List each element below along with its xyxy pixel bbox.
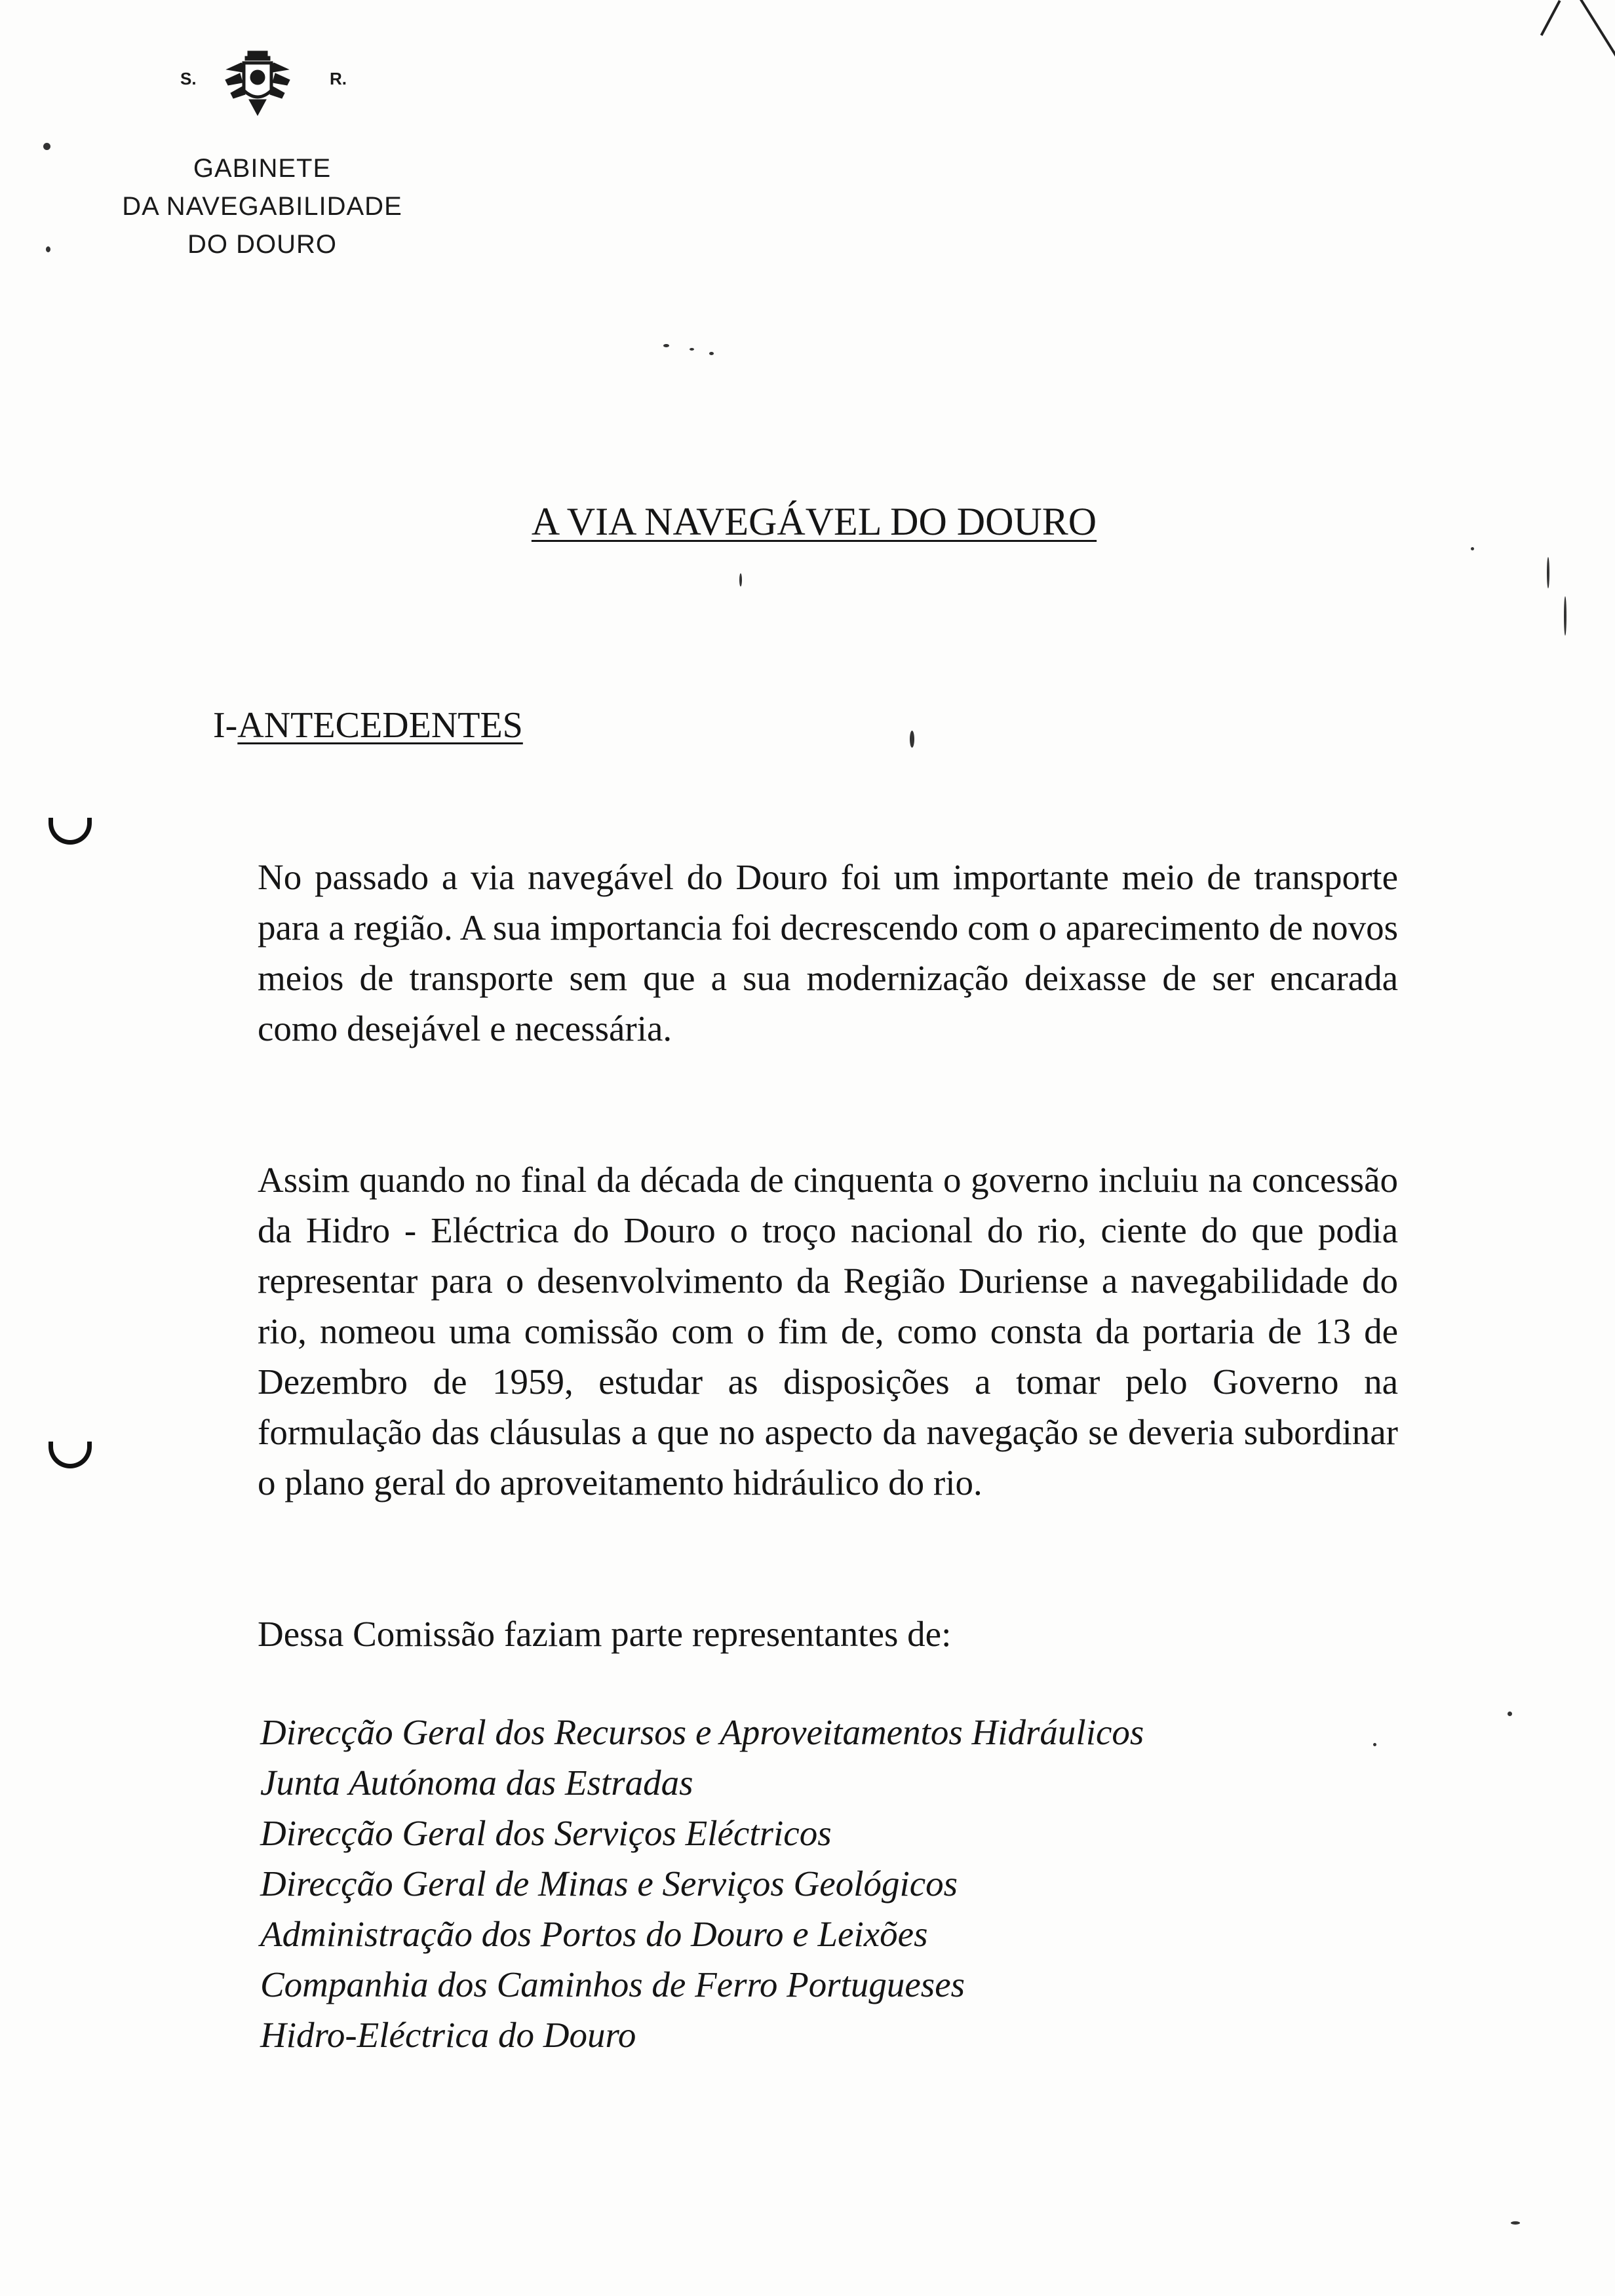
scan-speck <box>1564 596 1566 636</box>
office-line-1: GABINETE <box>193 154 332 183</box>
paragraph-1: No passado a via navegável do Douro foi um importante meio de transporte para a região. A sua importancia foi decrescendo com o aparecimento de novos meios de transporte sem que a sua modernização deixasse de ser encarada como desejável e necessária. <box>258 857 1398 1048</box>
scan-speck <box>43 143 50 150</box>
scan-speck <box>663 344 669 347</box>
document-title <box>0 499 1615 545</box>
letterhead-left-mark: S. <box>180 69 197 88</box>
list-item: Direcção Geral dos Serviços Eléctricos <box>260 1813 832 1853</box>
scan-speck <box>1471 547 1474 550</box>
document-title-text: A VIA NAVEGÁVEL DO DOURO <box>531 500 1097 543</box>
scan-speck <box>1508 1712 1512 1716</box>
commission-members-list <box>260 1707 1144 2060</box>
scan-speck <box>709 352 714 355</box>
scan-speck <box>690 348 694 351</box>
scan-speck <box>739 573 742 586</box>
section-number: I- <box>213 705 238 746</box>
binder-hole-mark <box>49 818 92 845</box>
office-line-2: DA NAVEGABILIDADE <box>122 192 402 221</box>
list-item: Direcção Geral dos Recursos e Aproveitamentos Hidráulicos <box>260 1712 1144 1752</box>
list-item: Administração dos Portos do Douro e Leixões <box>260 1914 928 1954</box>
paragraph-3: Dessa Comissão faziam parte representantes de: <box>258 1614 952 1654</box>
list-item: Direcção Geral de Minas e Serviços Geológicos <box>260 1864 958 1904</box>
section-heading <box>213 704 523 746</box>
scan-corner-line <box>1580 0 1615 67</box>
scan-speck <box>46 246 50 252</box>
list-item: Companhia dos Caminhos de Ferro Portugueses <box>260 1964 965 2004</box>
scan-speck <box>910 731 914 748</box>
office-name <box>79 149 446 263</box>
letterhead-right-mark: R. <box>330 69 347 88</box>
scan-speck <box>1547 557 1549 588</box>
section-title: ANTECEDENTES <box>237 705 523 746</box>
binder-hole-mark <box>49 1442 92 1468</box>
paragraph-2: Assim quando no final da década de cinquenta o governo incluiu na concessão da Hidro - Eléctrica do Douro o troço nacional do rio, ciente do que podia representar para o desenvolvimento da Região Duriense a navegabilidade do rio, nomeou uma comissão com o fim de, como consta da portaria de 13 de Dezembro de 1959, estudar as disposições a tomar pelo Governo na formulação das cláusulas a que no aspecto da navegação se deveria subordinar o plano geral do aproveitamento hidráulico do rio. <box>258 1160 1398 1502</box>
list-item: Hidro-Eléctrica do Douro <box>260 2015 636 2055</box>
scan-speck <box>1373 1743 1376 1746</box>
scan-speck <box>1511 2221 1520 2225</box>
scan-corner-line <box>1540 0 1561 36</box>
office-line-3: DO DOURO <box>187 230 337 259</box>
list-item: Junta Autónoma das Estradas <box>260 1763 693 1803</box>
coat-of-arms-icon <box>222 47 294 119</box>
